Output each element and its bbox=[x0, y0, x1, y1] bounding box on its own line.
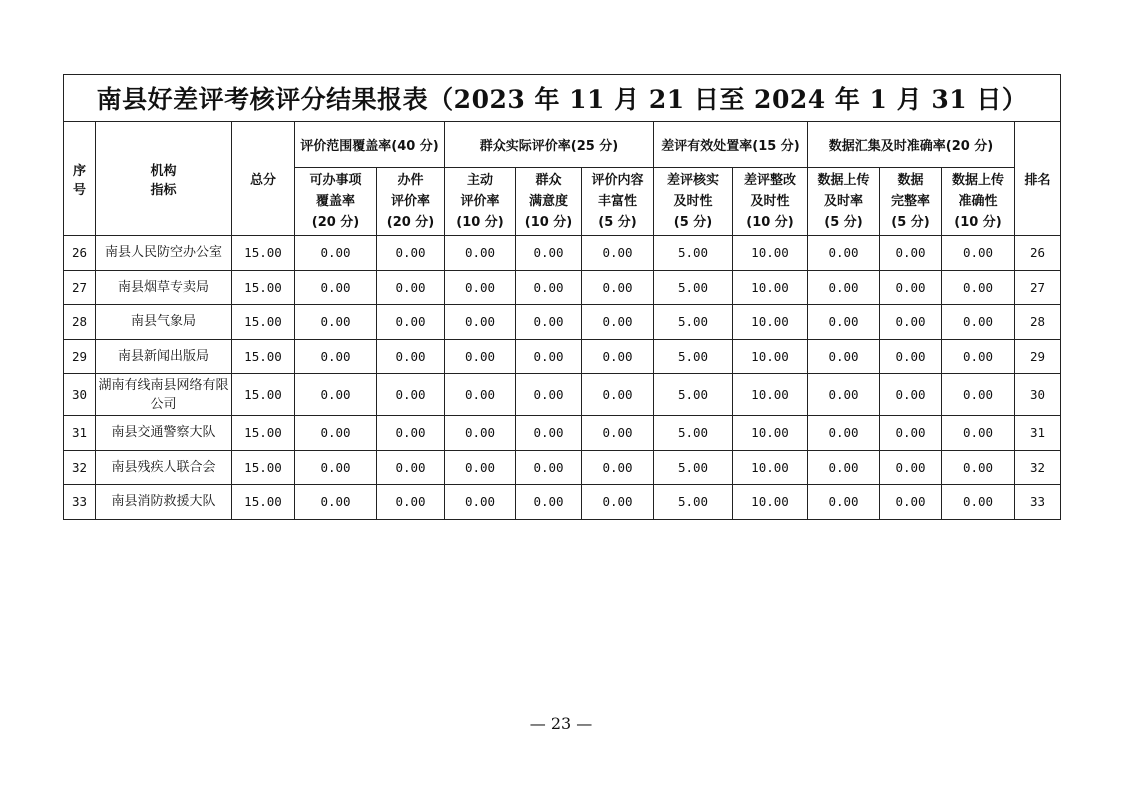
org-header-line: 机构 bbox=[150, 163, 177, 179]
table-row bbox=[64, 485, 1061, 520]
total-cell: 15.00 bbox=[232, 485, 295, 520]
score-cell: 0.00 bbox=[808, 270, 880, 305]
total-cell: 15.00 bbox=[232, 374, 295, 416]
org-cell: 南县消防救援大队 bbox=[96, 485, 232, 520]
rank-cell: 28 bbox=[1015, 305, 1061, 340]
score-cell: 0.00 bbox=[377, 236, 445, 271]
score-cell: 0.00 bbox=[516, 236, 582, 271]
score-cell: 0.00 bbox=[377, 339, 445, 374]
rank-cell: 26 bbox=[1015, 236, 1061, 271]
sub-header-line: (5 分) bbox=[673, 215, 713, 230]
score-cell: 10.00 bbox=[733, 374, 808, 416]
score-cell: 0.00 bbox=[445, 374, 516, 416]
total-cell: 15.00 bbox=[232, 305, 295, 340]
score-cell: 10.00 bbox=[733, 339, 808, 374]
group-header-evaluation: 群众实际评价率(25 分) bbox=[445, 122, 654, 168]
rank-cell: 27 bbox=[1015, 270, 1061, 305]
sub-header-cell bbox=[880, 168, 942, 236]
seq-cell: 33 bbox=[64, 485, 96, 520]
score-cell: 5.00 bbox=[654, 236, 733, 271]
seq-cell: 26 bbox=[64, 236, 96, 271]
score-cell: 5.00 bbox=[654, 374, 733, 416]
total-header: 总分 bbox=[232, 122, 295, 236]
seq-cell: 31 bbox=[64, 416, 96, 451]
score-cell: 0.00 bbox=[808, 339, 880, 374]
sub-header-line: 办件 bbox=[397, 173, 424, 188]
sub-header-cell bbox=[445, 168, 516, 236]
score-cell: 0.00 bbox=[377, 270, 445, 305]
score-cell: 0.00 bbox=[295, 485, 377, 520]
sub-header-line: 覆盖率 bbox=[315, 194, 355, 209]
total-cell: 15.00 bbox=[232, 450, 295, 485]
sub-header-line: (5 分) bbox=[891, 215, 930, 230]
table-row bbox=[64, 450, 1061, 485]
score-report-table bbox=[63, 74, 1061, 520]
score-cell: 0.00 bbox=[516, 450, 582, 485]
org-cell: 南县烟草专卖局 bbox=[96, 270, 232, 305]
rank-cell: 32 bbox=[1015, 450, 1061, 485]
score-cell: 0.00 bbox=[377, 305, 445, 340]
seq-header-line: 号 bbox=[72, 182, 86, 198]
org-cell: 南县残疾人联合会 bbox=[96, 450, 232, 485]
rank-header: 排名 bbox=[1015, 122, 1061, 236]
org-cell: 南县气象局 bbox=[96, 305, 232, 340]
rank-cell: 29 bbox=[1015, 339, 1061, 374]
score-cell: 0.00 bbox=[582, 416, 654, 451]
score-cell: 0.00 bbox=[516, 374, 582, 416]
table-row bbox=[64, 416, 1061, 451]
rank-cell: 31 bbox=[1015, 416, 1061, 451]
total-cell: 15.00 bbox=[232, 416, 295, 451]
score-cell: 0.00 bbox=[880, 450, 942, 485]
org-cell: 南县新闻出版局 bbox=[96, 339, 232, 374]
score-cell: 0.00 bbox=[808, 416, 880, 451]
sub-header-line: 数据 bbox=[897, 173, 924, 188]
sub-header-line: (20 分) bbox=[386, 215, 435, 230]
score-cell: 0.00 bbox=[377, 485, 445, 520]
sub-header-cell bbox=[295, 168, 377, 236]
score-cell: 0.00 bbox=[582, 450, 654, 485]
score-cell: 5.00 bbox=[654, 485, 733, 520]
score-cell: 0.00 bbox=[445, 270, 516, 305]
sub-header-line: (10 分) bbox=[524, 215, 573, 230]
sub-header-cell bbox=[582, 168, 654, 236]
score-cell: 0.00 bbox=[942, 270, 1015, 305]
score-cell: 0.00 bbox=[880, 236, 942, 271]
rank-cell: 30 bbox=[1015, 374, 1061, 416]
sub-header-line: (10 分) bbox=[746, 215, 794, 230]
score-cell: 0.00 bbox=[516, 416, 582, 451]
org-cell: 南县人民防空办公室 bbox=[96, 236, 232, 271]
score-cell: 5.00 bbox=[654, 305, 733, 340]
score-cell: 0.00 bbox=[880, 339, 942, 374]
sub-header-line: 完整率 bbox=[890, 194, 930, 209]
sub-header-line: (10 分) bbox=[954, 215, 1002, 230]
score-cell: 0.00 bbox=[942, 416, 1015, 451]
score-cell: 0.00 bbox=[516, 339, 582, 374]
seq-header bbox=[64, 122, 96, 236]
score-cell: 0.00 bbox=[295, 305, 377, 340]
score-cell: 10.00 bbox=[733, 416, 808, 451]
score-cell: 0.00 bbox=[377, 416, 445, 451]
total-cell: 15.00 bbox=[232, 339, 295, 374]
sub-header-line: 差评核实 bbox=[666, 173, 719, 188]
score-cell: 5.00 bbox=[654, 339, 733, 374]
score-cell: 0.00 bbox=[582, 305, 654, 340]
seq-cell: 28 bbox=[64, 305, 96, 340]
table-row bbox=[64, 270, 1061, 305]
report-title: 南县好差评考核评分结果报表（2023 年 11 月 21 日至 2024 年 1 月 31 日） bbox=[64, 75, 1061, 122]
sub-header-cell bbox=[377, 168, 445, 236]
org-cell: 湖南有线南县网络有限公司 bbox=[96, 374, 232, 416]
score-cell: 0.00 bbox=[445, 339, 516, 374]
seq-header-line: 序 bbox=[72, 163, 86, 179]
seq-cell: 27 bbox=[64, 270, 96, 305]
score-cell: 0.00 bbox=[445, 485, 516, 520]
title-row bbox=[64, 75, 1061, 122]
sub-header-line: 数据上传 bbox=[951, 173, 1004, 188]
sub-header-cell bbox=[654, 168, 733, 236]
sub-header-line: 及时性 bbox=[750, 194, 790, 209]
score-cell: 0.00 bbox=[582, 236, 654, 271]
sub-header-line: 差评整改 bbox=[743, 173, 796, 188]
score-cell: 0.00 bbox=[295, 236, 377, 271]
sub-header-line: (5 分) bbox=[598, 215, 637, 230]
score-cell: 0.00 bbox=[942, 450, 1015, 485]
score-cell: 5.00 bbox=[654, 450, 733, 485]
score-cell: 5.00 bbox=[654, 270, 733, 305]
score-cell: 0.00 bbox=[942, 374, 1015, 416]
sub-header-line: 丰富性 bbox=[597, 194, 637, 209]
table-row bbox=[64, 339, 1061, 374]
sub-header-line: (10 分) bbox=[456, 215, 504, 230]
sub-header-line: 满意度 bbox=[528, 194, 568, 209]
sub-header-line: 评价率 bbox=[390, 194, 430, 209]
score-cell: 0.00 bbox=[516, 485, 582, 520]
score-cell: 0.00 bbox=[295, 450, 377, 485]
score-cell: 0.00 bbox=[942, 305, 1015, 340]
score-cell: 0.00 bbox=[808, 485, 880, 520]
score-cell: 0.00 bbox=[582, 374, 654, 416]
score-cell: 10.00 bbox=[733, 236, 808, 271]
sub-header-line: 可办事项 bbox=[309, 173, 362, 188]
score-cell: 10.00 bbox=[733, 270, 808, 305]
score-cell: 10.00 bbox=[733, 485, 808, 520]
group-header-disposal: 差评有效处置率(15 分) bbox=[654, 122, 808, 168]
score-cell: 0.00 bbox=[295, 270, 377, 305]
group-header-row bbox=[64, 122, 1061, 168]
score-cell: 0.00 bbox=[582, 339, 654, 374]
score-cell: 0.00 bbox=[377, 374, 445, 416]
score-cell: 5.00 bbox=[654, 416, 733, 451]
score-cell: 0.00 bbox=[808, 374, 880, 416]
total-cell: 15.00 bbox=[232, 236, 295, 271]
group-header-data: 数据汇集及时准确率(20 分) bbox=[808, 122, 1015, 168]
score-cell: 0.00 bbox=[942, 339, 1015, 374]
score-cell: 10.00 bbox=[733, 450, 808, 485]
sub-header-line: (5 分) bbox=[824, 215, 863, 230]
total-cell: 15.00 bbox=[232, 270, 295, 305]
score-cell: 0.00 bbox=[880, 305, 942, 340]
score-cell: 0.00 bbox=[880, 270, 942, 305]
sub-header-line: 主动 bbox=[466, 173, 493, 188]
sub-header-line: 及时性 bbox=[673, 194, 713, 209]
table-row bbox=[64, 305, 1061, 340]
score-cell: 0.00 bbox=[942, 236, 1015, 271]
score-cell: 0.00 bbox=[445, 305, 516, 340]
sub-header-line: 准确性 bbox=[958, 194, 998, 209]
sub-header-line: 评价内容 bbox=[591, 173, 644, 188]
sub-header-cell bbox=[808, 168, 880, 236]
seq-cell: 29 bbox=[64, 339, 96, 374]
group-header-coverage: 评价范围覆盖率(40 分) bbox=[295, 122, 445, 168]
score-cell: 10.00 bbox=[733, 305, 808, 340]
sub-header-cell bbox=[733, 168, 808, 236]
sub-header-cell bbox=[942, 168, 1015, 236]
score-cell: 0.00 bbox=[445, 416, 516, 451]
seq-cell: 30 bbox=[64, 374, 96, 416]
score-cell: 0.00 bbox=[808, 450, 880, 485]
score-cell: 0.00 bbox=[295, 416, 377, 451]
sub-header-line: 评价率 bbox=[460, 194, 500, 209]
score-cell: 0.00 bbox=[880, 416, 942, 451]
table-row bbox=[64, 236, 1061, 271]
table-row bbox=[64, 374, 1061, 416]
score-cell: 0.00 bbox=[295, 339, 377, 374]
score-cell: 0.00 bbox=[808, 305, 880, 340]
org-header bbox=[96, 122, 232, 236]
sub-header-line: 群众 bbox=[535, 173, 562, 188]
score-cell: 0.00 bbox=[377, 450, 445, 485]
score-cell: 0.00 bbox=[516, 305, 582, 340]
org-cell: 南县交通警察大队 bbox=[96, 416, 232, 451]
score-cell: 0.00 bbox=[942, 485, 1015, 520]
sub-header-cell bbox=[516, 168, 582, 236]
page-number: — 23 — bbox=[529, 714, 593, 733]
sub-header-line: 数据上传 bbox=[817, 173, 870, 188]
score-cell: 0.00 bbox=[808, 236, 880, 271]
rank-cell: 33 bbox=[1015, 485, 1061, 520]
score-cell: 0.00 bbox=[295, 374, 377, 416]
score-cell: 0.00 bbox=[516, 270, 582, 305]
sub-header-line: 及时率 bbox=[823, 194, 863, 209]
org-header-line: 指标 bbox=[150, 182, 177, 198]
sub-header-line: (20 分) bbox=[311, 215, 360, 230]
score-cell: 0.00 bbox=[445, 236, 516, 271]
score-cell: 0.00 bbox=[582, 270, 654, 305]
score-cell: 0.00 bbox=[880, 485, 942, 520]
score-cell: 0.00 bbox=[880, 374, 942, 416]
score-cell: 0.00 bbox=[582, 485, 654, 520]
seq-cell: 32 bbox=[64, 450, 96, 485]
score-cell: 0.00 bbox=[445, 450, 516, 485]
